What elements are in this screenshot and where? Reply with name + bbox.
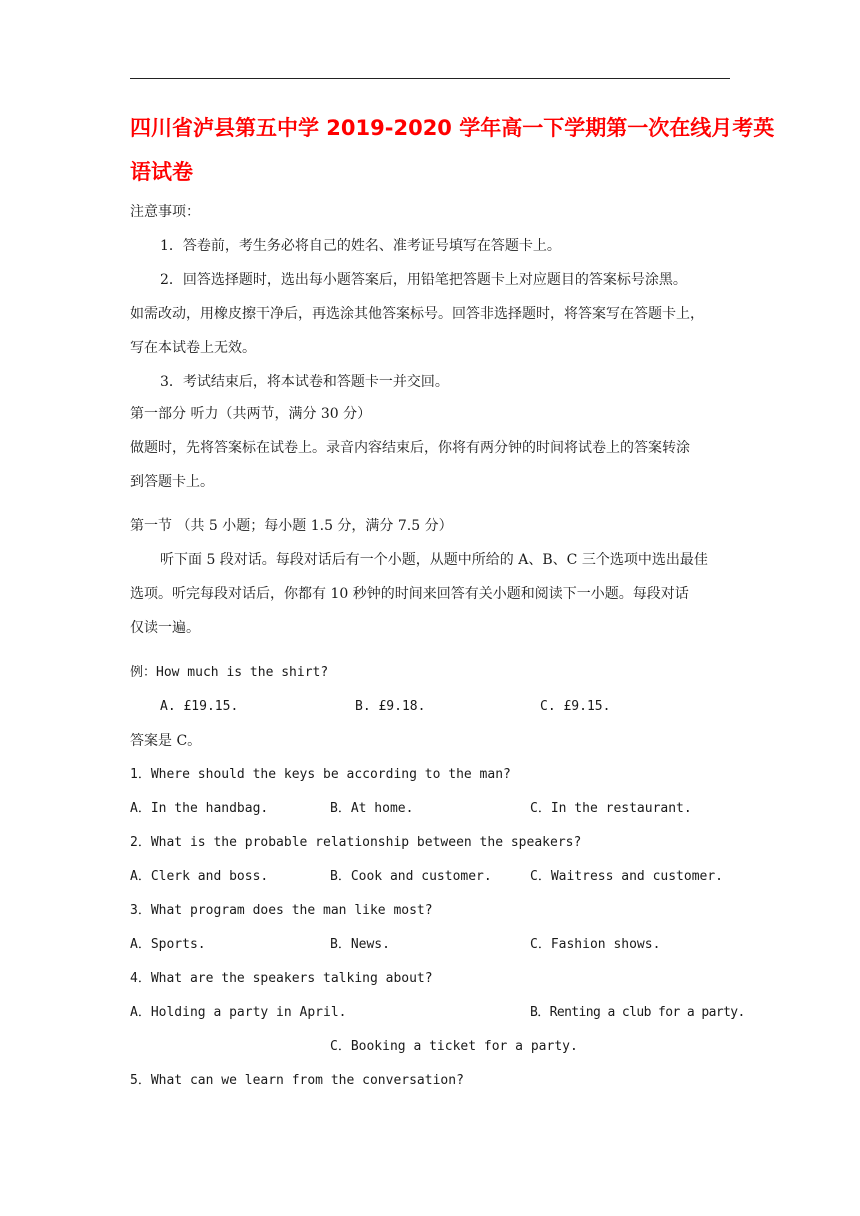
question-2-stem: 2．What is the probable relationship between the speakers? (130, 835, 582, 850)
example-answer: 答案是 C。 (130, 733, 202, 749)
notice-item-2c: 写在本试卷上无效。 (130, 340, 256, 356)
page-title-line2: 语试卷 (130, 160, 193, 184)
example-question: 例：How much is the shirt? (130, 665, 329, 680)
question-1-stem: 1．Where should the keys be according to the man? (130, 767, 511, 782)
example-option-a: A. £19.15. (160, 699, 239, 714)
question-4-option-a: A．Holding a party in April. (130, 1005, 347, 1020)
question-3-option-b: B．News. (330, 937, 390, 952)
question-1-option-b: B．At home. (330, 801, 414, 816)
part1-intro-a: 做题时，先将答案标在试卷上。录音内容结束后，你将有两分钟的时间将试卷上的答案转涂 (130, 440, 690, 456)
section1-intro-b: 选项。听完每段对话后，你都有 10 秒钟的时间来回答有关小题和阅读下一小题。每段对话 (130, 586, 689, 602)
notice-item-2a: 2．回答选择题时，选出每小题答案后，用铅笔把答题卡上对应题目的答案标号涂黑。 (160, 272, 687, 288)
question-1-option-c: C．In the restaurant. (530, 801, 692, 816)
question-3-option-c: C．Fashion shows. (530, 937, 661, 952)
question-4-option-c: C．Booking a ticket for a party. (330, 1039, 578, 1054)
notice-item-1: 1．答卷前，考生务必将自己的姓名、准考证号填写在答题卡上。 (160, 238, 561, 254)
question-5-stem: 5．What can we learn from the conversation? (130, 1073, 464, 1088)
question-1-option-a: A．In the handbag. (130, 801, 269, 816)
notice-heading: 注意事项： (130, 204, 200, 220)
section1-intro-c: 仅读一遍。 (130, 620, 200, 636)
example-option-c: C. £9.15. (540, 699, 611, 714)
example-option-b: B. £9.18. (355, 699, 426, 714)
question-2-option-b: B．Cook and customer. (330, 869, 492, 884)
question-4-stem: 4．What are the speakers talking about? (130, 971, 433, 986)
section1-heading: 第一节 （共 5 小题；每小题 1.5 分，满分 7.5 分） (130, 518, 453, 534)
question-3-stem: 3．What program does the man like most? (130, 903, 433, 918)
question-4-option-b: B．Renting a club for a party. (530, 1005, 745, 1020)
page-title-line1: 四川省泸县第五中学 2019-2020 学年高一下学期第一次在线月考英 (130, 116, 775, 140)
question-2-option-a: A．Clerk and boss. (130, 869, 269, 884)
part1-intro-b: 到答题卡上。 (130, 474, 214, 490)
header-rule (130, 78, 730, 79)
part1-heading: 第一部分 听力（共两节，满分 30 分） (130, 406, 372, 422)
section1-intro-a: 听下面 5 段对话。每段对话后有一个小题，从题中所给的 A、B、C 三个选项中选出最佳 (160, 552, 708, 568)
question-3-option-a: A．Sports. (130, 937, 206, 952)
question-2-option-c: C．Waitress and customer. (530, 869, 724, 884)
notice-item-3: 3．考试结束后，将本试卷和答题卡一并交回。 (160, 374, 449, 390)
notice-item-2b: 如需改动，用橡皮擦干净后，再选涂其他答案标号。回答非选择题时，将答案写在答题卡上， (130, 306, 704, 322)
